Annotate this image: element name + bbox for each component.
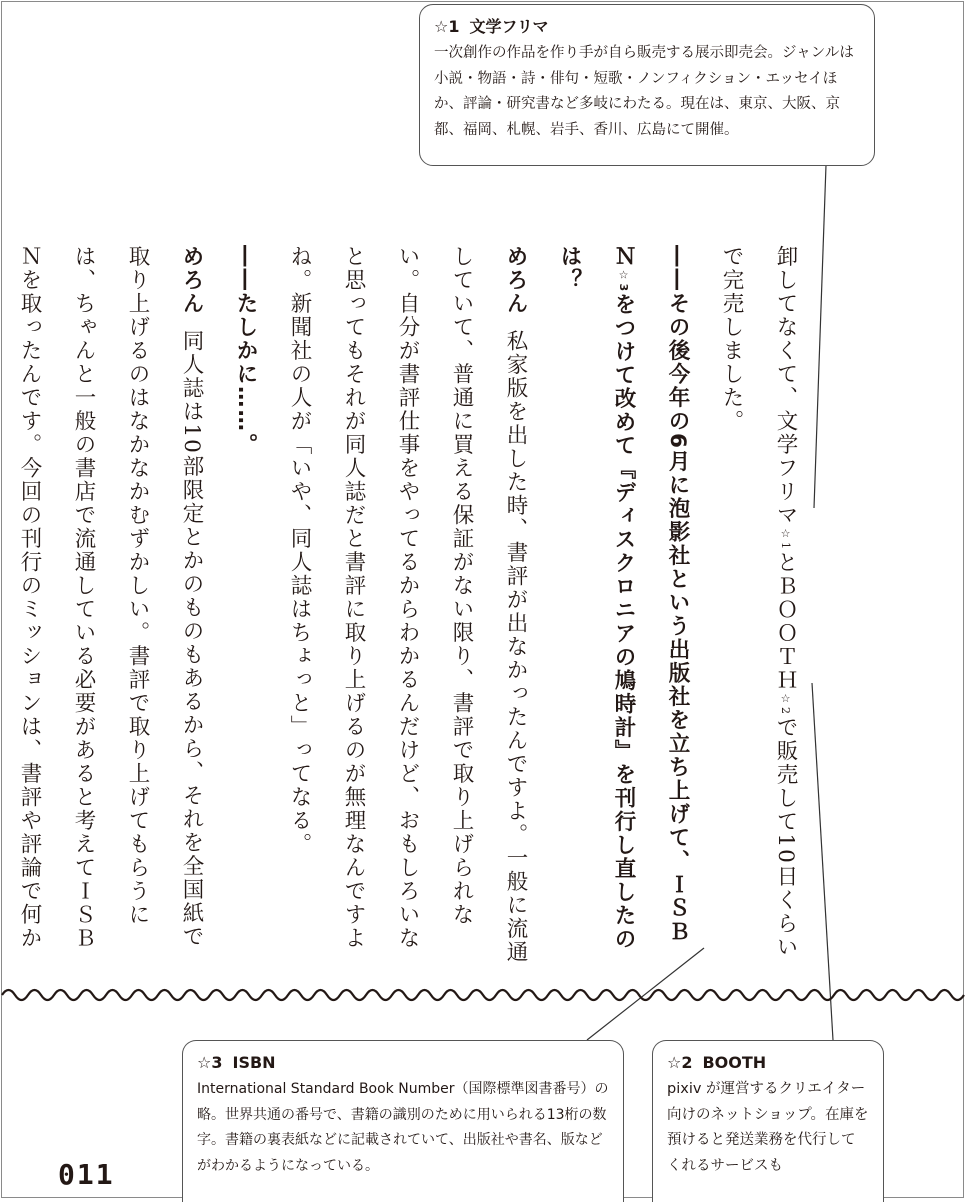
note-ref-3-icon: ☆3	[617, 268, 630, 294]
answer-1: めろん私家版を出した時、書評が出なかったんですよ。一般に流通していて、普通に買える保証がない限り、書評で取り上げられない。自分が書評仕事をやってるからわかるんだけど、おもしろいなと思ってもそれが同人誌だと書評に取り上げるのが無理なんですよね。新聞社の人が「いや、同人誌はちょっと」ってなる。	[287, 245, 528, 964]
note-booth-body: pixiv が運営するクリエイター向けのネットショップ。在庫を預けると発送業務を代行してくれるサービスも	[667, 1081, 869, 1174]
interviewer-question-1: ――その後今年の6月に泡影社という出版社を立ち上げて、ＩＳＢＮ☆3をつけて改めて『ディスクロニアの鳩時計』を刊行し直したのは？	[557, 245, 690, 952]
article-body	[17, 245, 812, 965]
note-ref-2-icon: ☆2	[779, 692, 792, 716]
page-number: 011	[58, 1158, 115, 1191]
note-booth	[652, 1040, 884, 1202]
note-booth-star-icon: ☆2	[667, 1053, 693, 1072]
interviewer-question-2: ――たしかに……。	[233, 245, 258, 457]
note-isbn-title: ☆3 ISBN	[197, 1053, 276, 1072]
note-bunfree-title: ☆1 文学フリマ	[434, 17, 549, 36]
answer-2: めろん同人誌は10部限定とかのものもあるから、それを全国紙で取り上げるのはなかなかむずかしい。書評で取り上げてもらうには、ちゃんと一般の書店で流通している必要があると考えてＩＳＢＮを取ったんです。今回の刊行のミッションは、書評や評論で何か	[17, 245, 204, 950]
note-bunfree-star-icon: ☆1	[434, 17, 460, 36]
note-isbn-star-icon: ☆3	[197, 1053, 223, 1072]
note-bunfree	[419, 4, 875, 166]
speaker-label: めろん	[179, 245, 204, 316]
paragraph-1: 卸してなくて、文学フリマ☆1とＢＯＯＴＨ☆2で販売して10日くらいで完売しました。	[719, 245, 798, 959]
note-booth-title: ☆2 BOOTH	[667, 1053, 767, 1072]
note-isbn-body: International Standard Book Number（国際標準図書番号）の略。世界共通の番号で、書籍の識別のために用いられる13桁の数字。書籍の裏表紙などに記載されていて、出版社や書名、版などがわかるようになっている。	[197, 1081, 609, 1174]
leader-line-note1	[814, 165, 826, 508]
speaker-label: めろん	[503, 245, 528, 316]
wavy-divider	[2, 990, 964, 1000]
note-isbn	[182, 1040, 624, 1202]
leader-line-note2	[812, 683, 833, 1040]
note-bunfree-body: 一次創作の作品を作り手が自ら販売する展示即売会。ジャンルは小説・物語・詩・俳句・短歌・ノンフィクション・エッセイほか、評論・研究書など多岐にわたる。現在は、東京、大阪、京都、福岡、札幌、岩手、香川、広島にて開催。	[434, 45, 854, 138]
note-ref-1-icon: ☆1	[779, 527, 792, 551]
